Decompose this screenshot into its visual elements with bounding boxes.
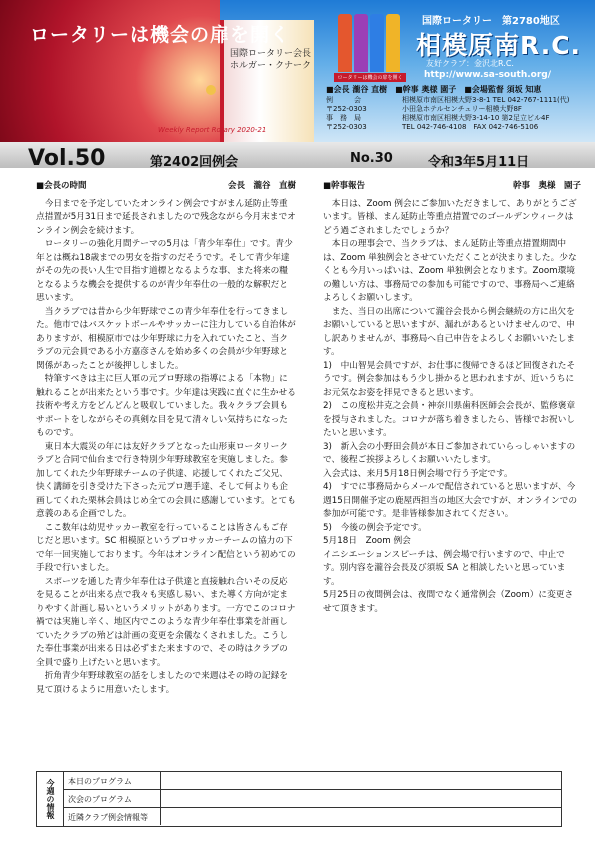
weekly-info-box (36, 771, 562, 827)
rotary-theme-logo (338, 14, 400, 80)
secretary-column (323, 180, 581, 616)
contact-text: 小田急ホテルセンチュリー相模大野8F (402, 105, 522, 113)
paragraph: 本日は、Zoom 例会にご参加いただきまして、ありがとうございます。皆様、まん延防止等重点措置でのゴールデンウィークはどう過ごされましたでしょうか？ (323, 198, 577, 236)
paragraph: 1) 中山智晃会員ですが、お仕事に復帰できるほど回復されたそうです。例会参加はもう少し掛かると思われますが、近いうちにお元気なお姿を拝見できると思います。 (323, 360, 576, 398)
theme-attribution-name: ホルガー・クナーク (230, 61, 312, 71)
paragraph: 5月18日 Zoom 例会 (323, 536, 411, 546)
district-label: 国際ロータリー 第2780地区 (422, 16, 560, 27)
paragraph: 本日の理事会で、当クラブは、まん延防止等重点措置期間中は、Zoom 単独例会とさせていただくことが決まりました。少なくとも今月いっぱいは、Zoom 単独例会となります。Zoom環境の難しい方は、事務局での参加も可能ですので、事務局へご連絡よろしくお願いします。 (323, 239, 577, 303)
paragraph: 折角青少年野球教室の話をしましたので来週はその時の記録を見て頂けるように用意いたします。 (36, 671, 288, 695)
issue-date: 令和3年5月11日 (428, 155, 530, 170)
volume-number: Vol.50 (28, 146, 106, 171)
meeting-number: 第2402回例会 (150, 155, 239, 170)
club-name: 相模原南R.C. (416, 31, 582, 60)
paragraph: スポーツを通した青少年奉仕は子供達と直接触れ合いその反応を見ることが出来る点で我々も実感し易い、また導く方向が定まりやすく計画し易いというメリットがあります。一方でこのコロナ禍では実施し辛く、地区内でこのような青少年奉仕事業を計画していたクラブの殆どは計画の変更を余儀なくされました。こうした奉仕事業が出来る日は必ずまた来ますので、その時はクラブの全員で盛り上げたいと思います。 (36, 576, 296, 668)
contact-label: 事 務 局 (326, 114, 361, 122)
paragraph: ここ数年は幼児サッカー教室を行っていることは皆さんもご存じだと思います。SC 相模原というプロサッカーチームの協力の下で年一回実施しております。今年はオンライン配信という初めての手段で行いました。 (36, 522, 296, 573)
weekly-info-row (64, 772, 561, 790)
theme-attribution-title: 国際ロータリー会長 (230, 49, 312, 59)
secretary-author: 幹事 奥様 園子 (512, 181, 581, 191)
logo-caption: ロータリーは機会の扉を開く (334, 73, 406, 82)
weekly-report-label: Weekly Report Rotary 2020-21 (158, 126, 267, 134)
paragraph: また、当日の出席について瀧谷会長から例会継続の方に出欠をお願いしていると思いますが、漏れがあるといけませんので、申し訳ありませんが、事務局へ自己申告をよろしくお願いいたします。 (323, 306, 575, 357)
weekly-info-row-label: 近隣クラブ例会情報等 (68, 813, 148, 822)
weekly-info-label: 今週の情報 (37, 772, 64, 826)
paragraph: 3) 新入会の小野田会員が本日ご参加されていらっしゃいますので、後程ご挨拶よろしくお願いいたします。 (323, 441, 576, 465)
weekly-info-row-label: 本日のプログラム (68, 777, 132, 786)
contact-text: 相模原市南区相模大野3-14-10 第2足立ビル4F (402, 114, 550, 122)
section-heading (323, 180, 581, 194)
issue-number: No.30 (350, 151, 393, 166)
theme-slogan: ロータリーは機会の扉を開く (30, 24, 291, 46)
club-url[interactable]: http://www.sa-south.org/ (424, 70, 552, 80)
paragraph: 入会式は、来月5月18日例会場で行う予定です。 (323, 468, 513, 479)
paragraph: 今日までを予定していたオンライン例会ですがまん延防止等重点措置が5月31日まで延長されましたので残念ながら今月末までオンライン例会を続けます。 (36, 198, 296, 236)
paragraph: 当クラブでは昔から少年野球でこの青少年奉仕を行ってきました。他市ではバスケットボールやサッカーに注力している自治体がありますが、相模原市では少年野球に力を入れていたこと、当クラブの元会員である小方嘉彦さんを始め多くの会員が少年野球と関係があったことが後押ししました。 (36, 306, 296, 371)
paragraph: 2) この度松井克之会員・神奈川県歯科医師会会長が、監修褒章を授与されました。コロナが落ち着きましたら、皆様でお祝いしたいと思います。 (323, 401, 576, 438)
weekly-info-row (64, 808, 561, 825)
contact-label: 例 会 (326, 96, 361, 104)
paragraph: 特筆すべきは主に巨人軍の元プロ野球の指導による「本物」に触れることが出来たという事です。少年達は実践に直ぐに生かせる技術や考え方をどんどんと吸収していました。我々クラブ会員もサポートをしながらその真剣な目を見て清々しい気持ちになったものです。 (36, 374, 296, 438)
paragraph: 5月25日の夜間例会は、夜間でなく通常例会（Zoom）に変更させて頂きます。 (323, 590, 574, 614)
president-column (36, 180, 296, 697)
officers-line: ■会長 瀧谷 直樹 ■幹事 奥様 園子 ■会場監督 須坂 知恵 (326, 85, 542, 94)
contact-label: 〒252-0303 (326, 123, 367, 131)
paragraph: ロータリーの強化月間テーマの5月は「青少年奉仕」です。青少年とは概ね18歳までの男女を指すのだそうです。そして青少年達がその先の長い人生で目指す道標となるような事、また将来の糧となるような機会を提供するのが青少年奉仕の一般的な解釈だと思います。 (36, 239, 293, 303)
contact-text: TEL 042-746-4108 FAX 042-746-5106 (402, 123, 539, 131)
paragraph: イニシエーションスピーチは、例会場で行いますので、中止です。別内容を瀧谷会長及び須坂 SA と相談したいと思っています。 (323, 549, 566, 587)
president-heading: ■会長の時間 (36, 181, 87, 191)
contact-label: 〒252-0303 (326, 105, 367, 113)
contact-text: 相模原市南区相模大野3-8-1 TEL 042-767-1111(代) (402, 96, 570, 104)
weekly-info-row-label: 次会のプログラム (68, 795, 132, 804)
secretary-heading: ■幹事報告 (323, 181, 366, 191)
president-author: 会長 瀧谷 直樹 (227, 181, 296, 191)
friend-club: 友好クラブ：金沢北R.C. (426, 59, 514, 68)
weekly-info-row (64, 790, 561, 808)
paragraph: 東日本大震災の年には友好クラブとなった山形東ロータリークラブと合同で仙台まで行き特別少年野球教室を実施しました。参加してくれた少年野球チームの子供達、応援してくれたご父兄、快く講師を引き受けた下さった元プロ選手達、そして何よりも企画してくれた栗林会員はじめ全ての会員に感謝しています。とても意義のある企画でした。 (36, 441, 296, 519)
paragraph: 4) すでに事務局からメールで配信されていると思いますが、今週15日開催予定の鹿屋西担当の地区大会ですが、オンラインでの参加が可能です。是非皆様参加されてください。 (323, 482, 578, 519)
door-knob (206, 85, 216, 95)
section-heading (36, 180, 296, 194)
masthead (0, 0, 595, 142)
paragraph: 5) 今後の例会予定です。 (323, 522, 427, 533)
